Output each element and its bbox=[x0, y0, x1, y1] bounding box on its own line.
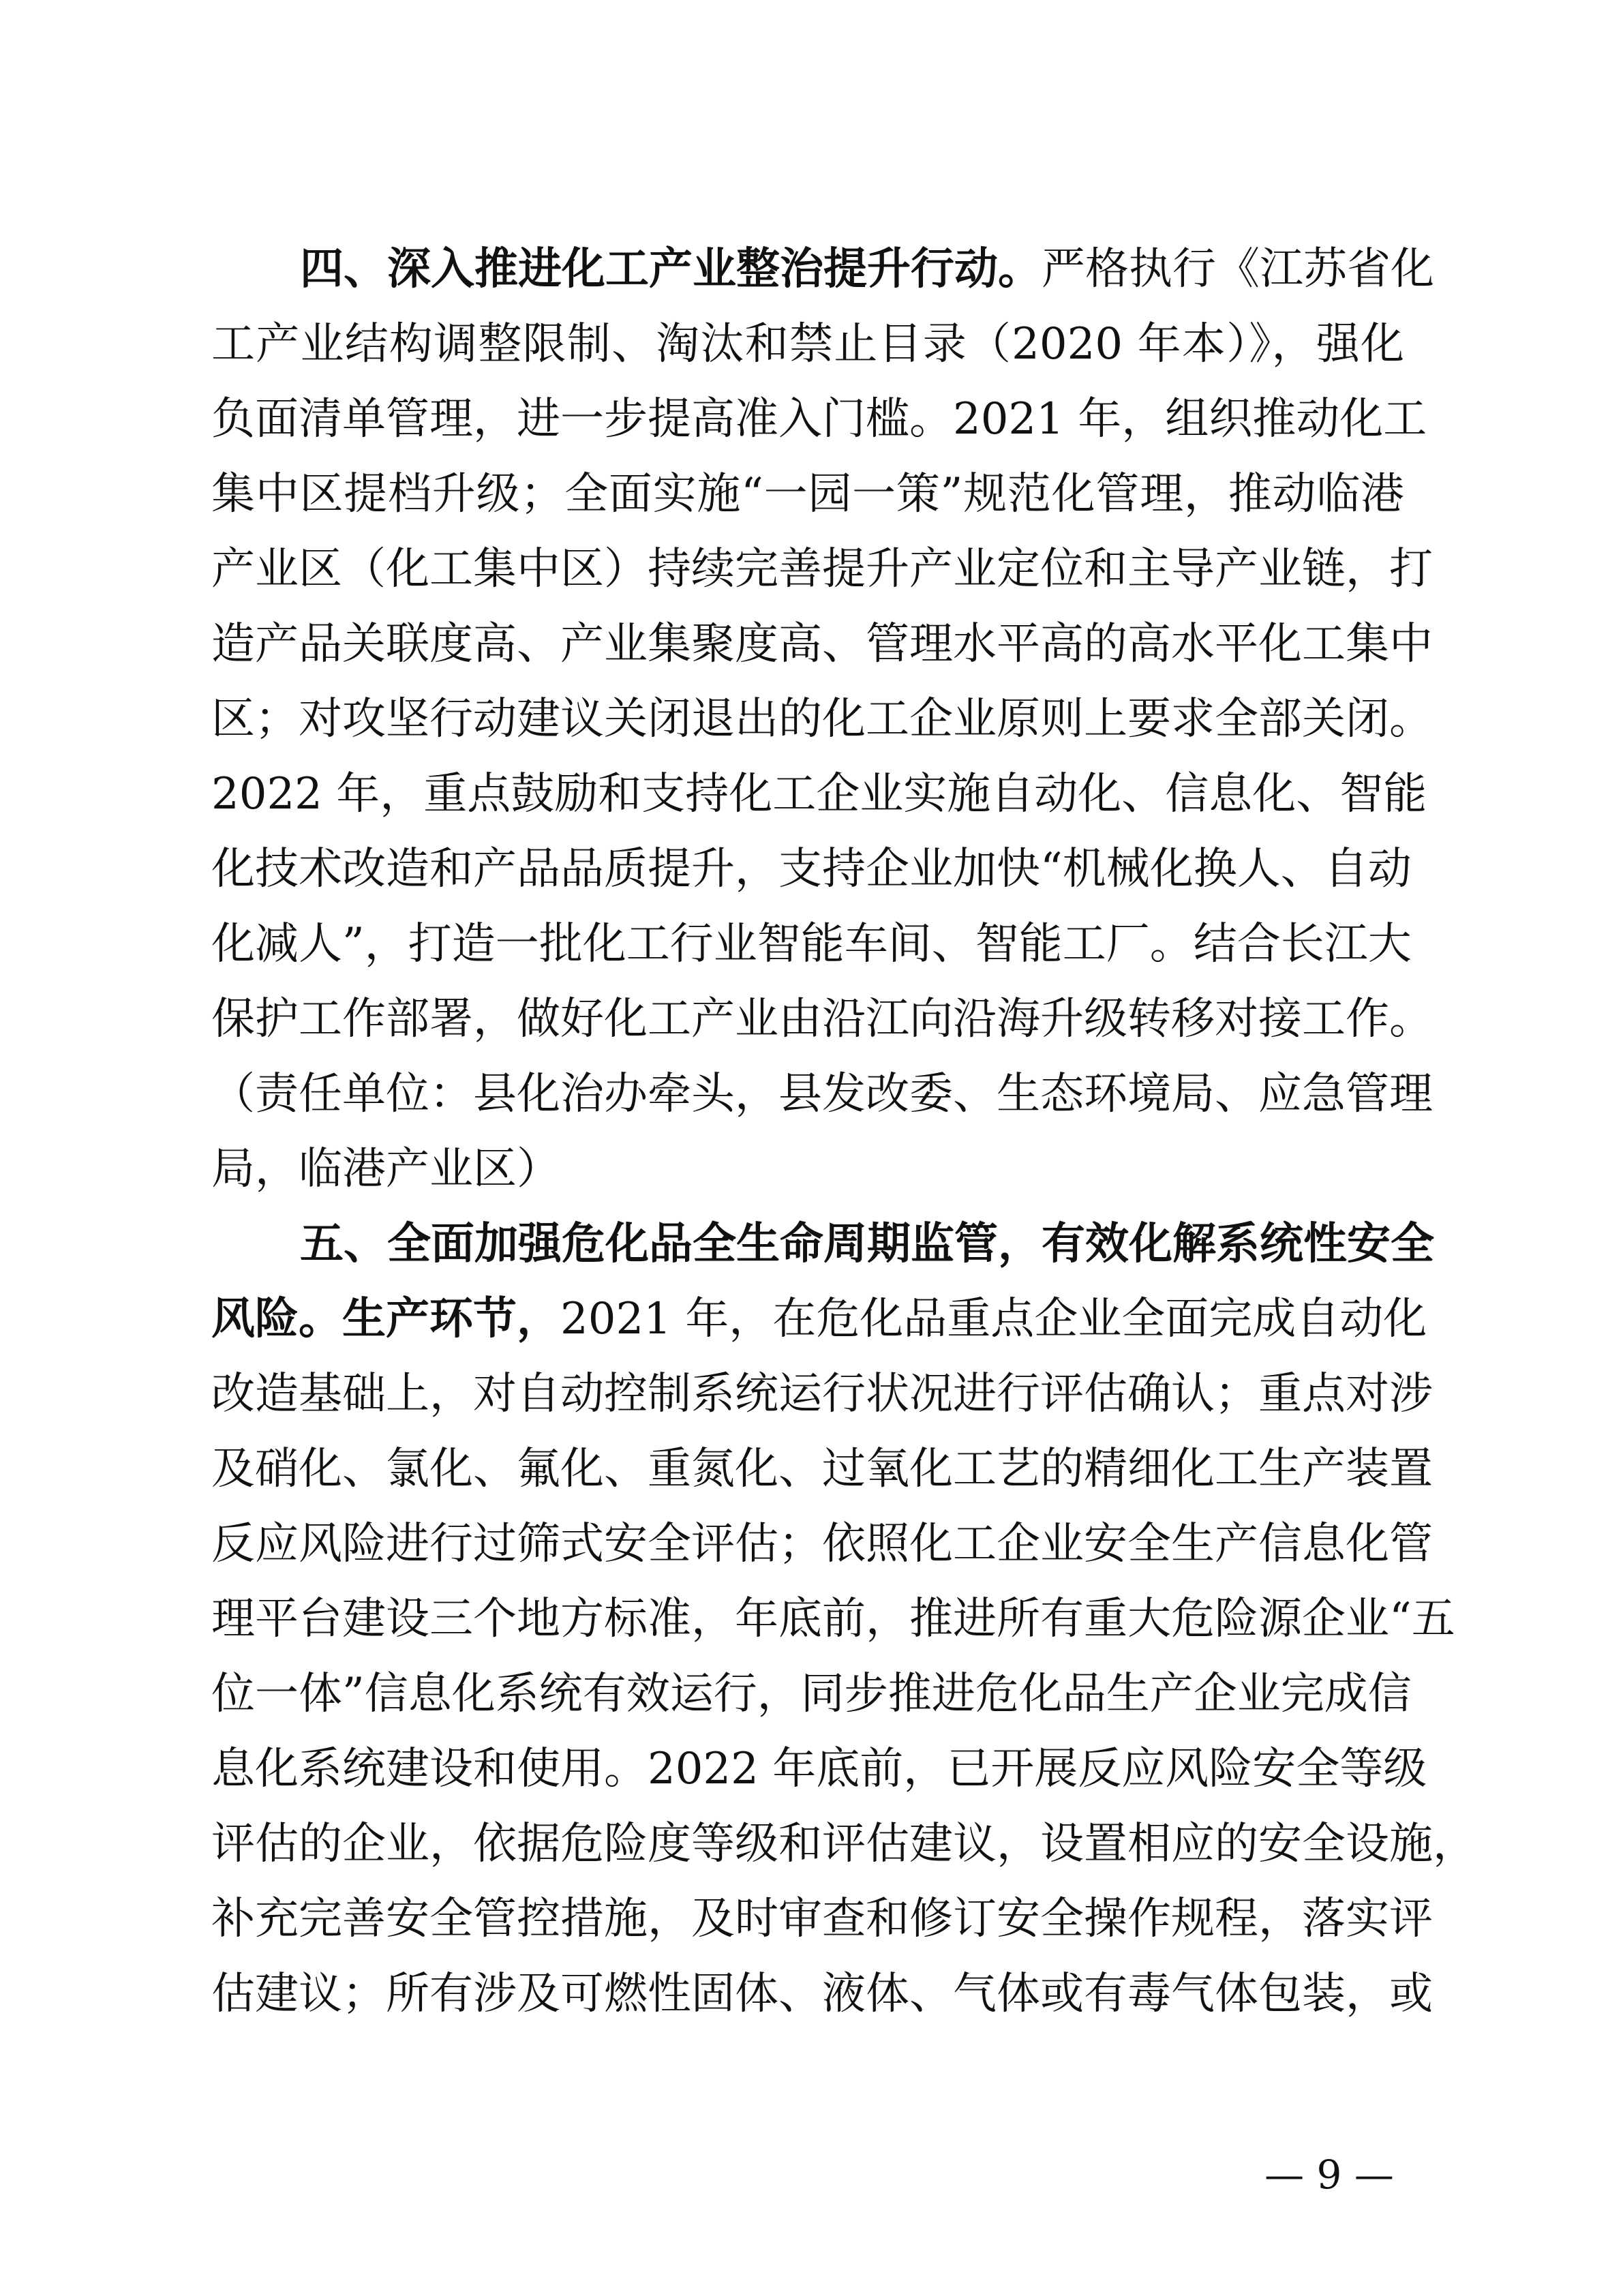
paragraph-5-line-8: 息化系统建设和使用。2022 年底前，已开展反应风险安全等级 bbox=[211, 1744, 1427, 1794]
paragraph-4-line-3: 负面清单管理，进一步提高准入门槛。2021 年，组织推动化工 bbox=[211, 394, 1427, 444]
paragraph-5-heading-line-1: 五、全面加强危化品全生命周期监管，有效化解系统性安全 bbox=[300, 1219, 1434, 1269]
paragraph-4-line-4: 集中区提档升级；全面实施“一园一策”规范化管理，推动临港 bbox=[211, 469, 1404, 519]
paragraph-4-line-12: （责任单位：县化治办牵头，县发改委、生态环境局、应急管理 bbox=[211, 1069, 1433, 1119]
paragraph-5-line-11: 估建议；所有涉及可燃性固体、液体、气体或有毒气体包装，或 bbox=[211, 1969, 1433, 2019]
paragraph-5-line-7: 位一体”信息化系统有效运行，同步推进危化品生产企业完成信 bbox=[211, 1669, 1412, 1719]
paragraph-5-line-2-text: 2021 年，在危化品重点企业全面完成自动化 bbox=[560, 1294, 1427, 1344]
page-number: — 9 — bbox=[1264, 2151, 1394, 2198]
paragraph-5-line-3: 改造基础上，对自动控制系统运行状况进行评估确认；重点对涉 bbox=[211, 1369, 1433, 1419]
paragraph-4-line-11: 保护工作部署，做好化工产业由沿江向沿海升级转移对接工作。 bbox=[211, 994, 1433, 1044]
paragraph-4-line-8: 2022 年，重点鼓励和支持化工企业实施自动化、信息化、智能 bbox=[211, 769, 1427, 819]
paragraph-5-subheading: 生产环节， bbox=[342, 1294, 560, 1344]
paragraph-4-line-9: 化技术改造和产品品质提升，支持企业加快“机械化换人、自动 bbox=[211, 844, 1412, 894]
paragraph-5-line-9: 评估的企业，依据危险度等级和评估建议，设置相应的安全设施， bbox=[211, 1819, 1476, 1869]
paragraph-4-text: 严格执行《江苏省化 bbox=[1042, 244, 1434, 294]
paragraph-4-line-10: 化减人”，打造一批化工行业智能车间、智能工厂。结合长江大 bbox=[211, 919, 1412, 969]
paragraph-4-line-7: 区；对攻坚行动建议关闭退出的化工企业原则上要求全部关闭。 bbox=[211, 694, 1433, 744]
paragraph-4-heading: 四、深入推进化工产业整治提升行动。 bbox=[300, 244, 1042, 294]
paragraph-4-line-13: 局，临港产业区） bbox=[211, 1144, 560, 1194]
paragraph-4-line-5: 产业区（化工集中区）持续完善提升产业定位和主导产业链，打 bbox=[211, 544, 1433, 594]
paragraph-5-line-5: 反应风险进行过筛式安全评估；依照化工企业安全生产信息化管 bbox=[211, 1519, 1433, 1569]
paragraph-4-line-2: 工产业结构调整限制、淘汰和禁止目录（2020 年本）》，强化 bbox=[211, 319, 1404, 369]
paragraph-5-heading-end: 风险。 bbox=[211, 1294, 342, 1344]
paragraph-5-line-4: 及硝化、氯化、氟化、重氮化、过氧化工艺的精细化工生产装置 bbox=[211, 1444, 1433, 1494]
paragraph-5-line-2 bbox=[211, 1292, 1427, 1346]
paragraph-4-line-1 bbox=[300, 242, 1434, 297]
paragraph-4-line-6: 造产品关联度高、产业集聚度高、管理水平高的高水平化工集中 bbox=[211, 619, 1433, 669]
paragraph-5-line-6: 理平台建设三个地方标准，年底前，推进所有重大危险源企业“五 bbox=[211, 1594, 1455, 1644]
paragraph-5-line-10: 补充完善安全管控措施，及时审查和修订安全操作规程，落实评 bbox=[211, 1894, 1433, 1944]
